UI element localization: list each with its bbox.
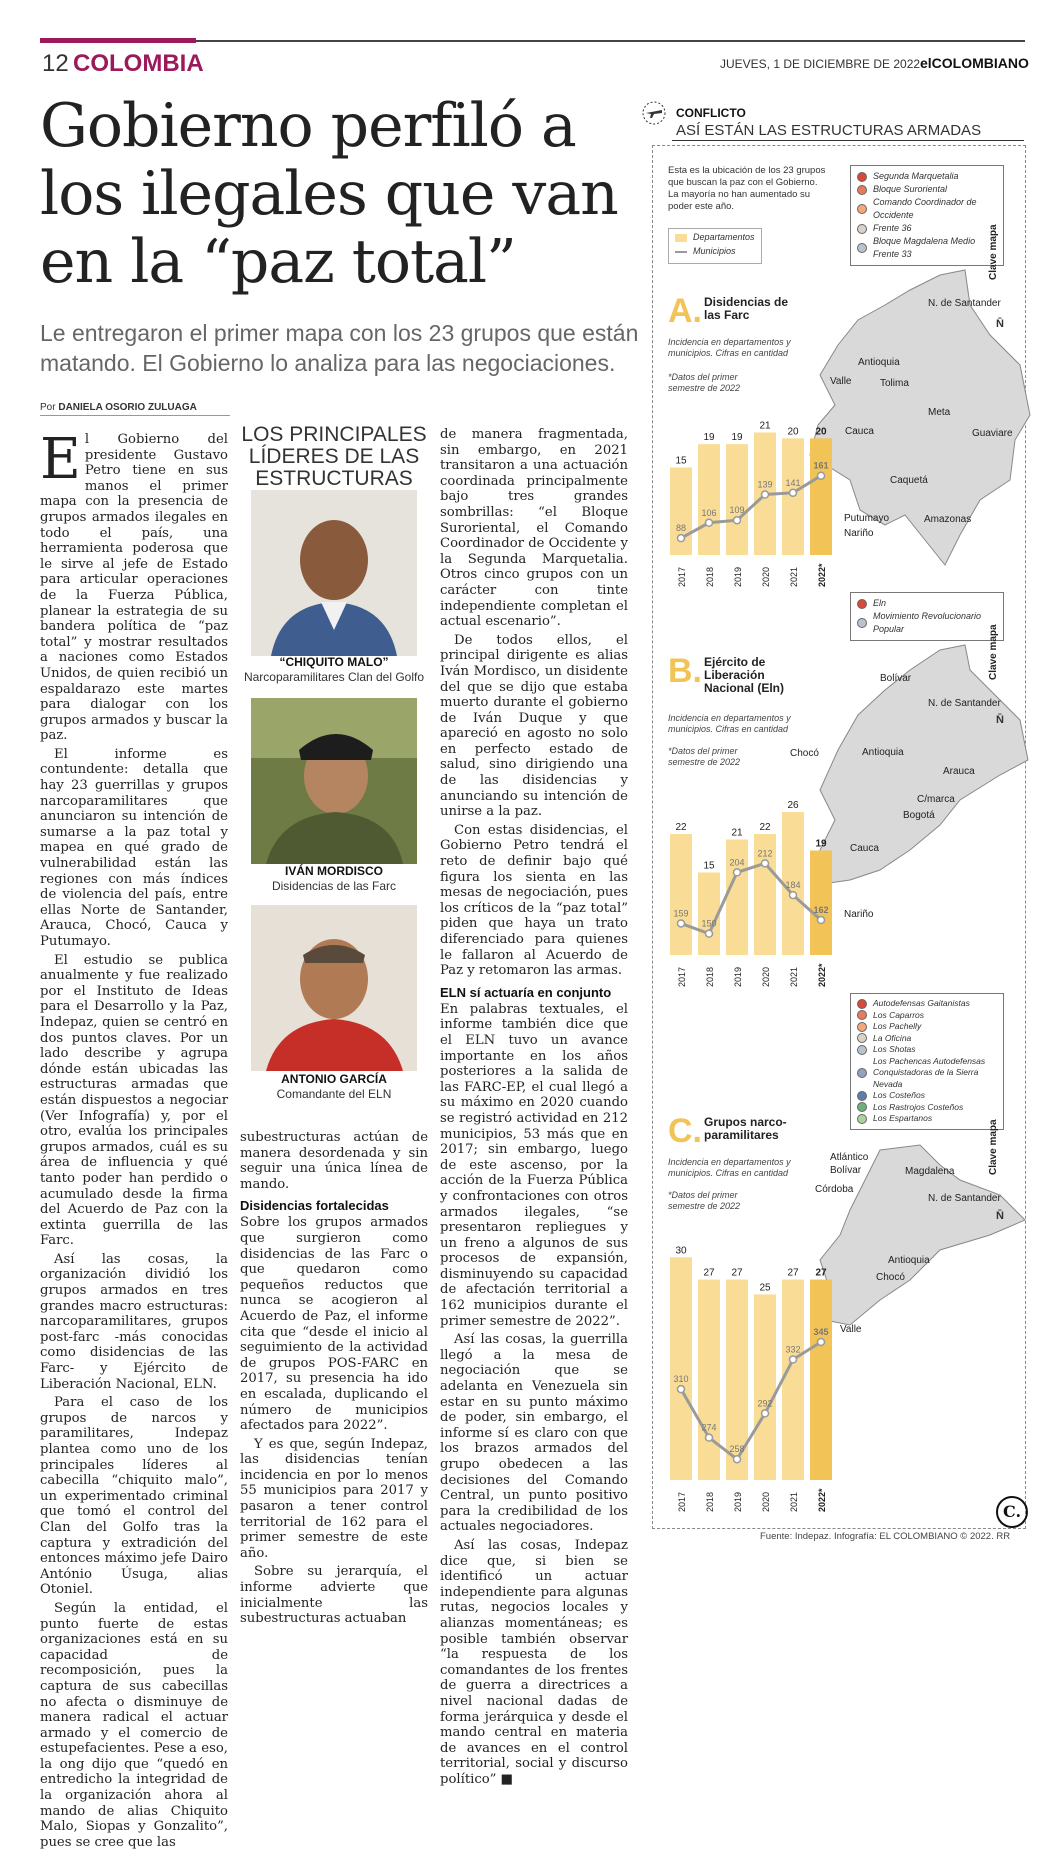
line-point — [762, 491, 769, 498]
line-point — [818, 472, 825, 479]
line-value-label: 184 — [785, 880, 801, 891]
place-label: Nariño — [844, 528, 874, 539]
paragraph: Para el caso de los grupos de narcos y paramilitares, Indepaz plantea como uno de los principales líderes al cabecilla “chiquito malo”, un experimentado criminal que tomó el control del Clan del Golfo tras la captura y extradición del entonces máximo jefe Dairo António Úsuga, alias Otoniel. — [40, 1395, 228, 1598]
section-note: Incidencia en departamentos y municipios. Cifras en cantidad — [668, 337, 791, 358]
section-letter: C. — [668, 1112, 702, 1150]
sidebar-title: LOS PRINCIPALES LÍDERES DE LAS ESTRUCTURAS — [241, 423, 427, 490]
tick-label: 2019 — [733, 1491, 743, 1512]
paragraph: Así las cosas, la guerrilla llegó a la mesa de negociación que se adelanta en Venezuela sin estar en su punto máximo de poder, sin embargo, el informe sí es claro con que los brazos armados del grupo obedecen a las decisiones del Comando Central, un punto positivo para la credibilidad de los actuales negociadores. — [440, 1332, 628, 1535]
key-row: Los Espartanos — [857, 1113, 997, 1125]
infographic-intro: Esta es la ubicación de los 23 grupos que buscan la paz con el Gobierno. La mayoría no han aumentado su poder este año. — [668, 165, 826, 212]
line-point — [678, 1386, 685, 1393]
subheading: Disidencias fortalecidas — [240, 1198, 389, 1214]
bar — [698, 1280, 720, 1480]
chart-legend — [668, 228, 762, 264]
line-value-label: 161 — [813, 460, 829, 471]
deck: Le entregaron el primer mapa con los 23 grupos que están matando. El Gobierno lo analiza para las negociaciones. — [40, 320, 639, 376]
section-name: COLOMBIA — [73, 50, 204, 77]
north-arrow-icon: N̄ — [996, 318, 1004, 330]
paragraph: Así las cosas, Indepaz dice que, si bien se identificó un actuar independiente para algunas rutas, negocios locales y alianzas momentáneas; es posible también observar “la respuesta de los comandantes de los frentes de guerra a directrices a nivel nacional dadas de forma jerárquica y desde el mando central en materia de avances en el control territorial, social y discurso político” ■ — [440, 1537, 628, 1787]
section-letter: B. — [668, 652, 702, 690]
line-point — [762, 1410, 769, 1417]
place-label: Córdoba — [815, 1184, 854, 1195]
line-point — [818, 917, 825, 924]
chart-narcoparamilitares — [664, 1215, 844, 1520]
bar — [698, 444, 720, 555]
line-point — [790, 489, 797, 496]
line-point — [678, 535, 685, 542]
key-row: Bloque Magdalena Medio Frente 33 — [857, 235, 997, 261]
line-value-label: 139 — [757, 479, 773, 490]
byline-prefix: Por — [40, 402, 56, 413]
line-value-label: 345 — [813, 1326, 829, 1337]
section-period-note: *Datos del primer semestre de 2022 — [668, 1190, 741, 1211]
line-value-label: 204 — [729, 857, 745, 868]
bar-value-label: 27 — [703, 1267, 715, 1279]
section-title: Ejército de Liberación Nacional (Eln) — [704, 655, 785, 695]
key-row: Los Shotas — [857, 1044, 997, 1056]
bar-value-label: 27 — [731, 1267, 743, 1279]
marker-icon — [857, 204, 867, 214]
tick-label: 2022* — [817, 563, 827, 587]
section-title: Disidencias de las Farc — [704, 295, 789, 322]
line-value-label: 292 — [757, 1398, 773, 1409]
key-row: Bloque Suroriental — [857, 183, 997, 196]
key-label: Clave mapa — [988, 624, 999, 680]
bar-value-label: 30 — [675, 1245, 687, 1257]
marker-icon — [857, 1091, 867, 1101]
bar — [810, 438, 832, 555]
legend-label: Municipios — [693, 246, 736, 256]
leader-role: Disidencias de las Farc — [271, 879, 397, 893]
tick-label: 2018 — [705, 566, 715, 587]
line-point — [706, 930, 713, 937]
bar — [726, 444, 748, 555]
tick-label: 2017 — [677, 966, 687, 987]
marker-icon — [857, 1010, 867, 1020]
infographic-kicker: CONFLICTO — [676, 106, 746, 120]
elcolombiano-logo-icon: C. — [996, 1496, 1028, 1528]
place-label: Arauca — [943, 766, 975, 777]
line-point — [790, 892, 797, 899]
bar — [810, 851, 832, 956]
tick-label: 2022* — [817, 1488, 827, 1512]
key-row: Los Costeños — [857, 1090, 997, 1102]
tick-label: 2018 — [705, 1491, 715, 1512]
line-value-label: 258 — [729, 1444, 745, 1455]
leader-name: ANTONIO GARCÍA — [281, 1072, 387, 1086]
paragraph: Con estas disidencias, el Gobierno Petro tendrá el reto de definir bajo qué figura los sienta en las mesas de negociación, pues los críticos de la “paz total” piden que haya un trato diferenciado para quienes le fallaron al Acuerdo de Paz y retomaron las armas. — [440, 822, 628, 979]
section-letter: A. — [668, 292, 702, 330]
marker-icon — [857, 1033, 867, 1043]
place-label: Chocó — [876, 1272, 905, 1283]
issue-date: JUEVES, 1 DE DICIEMBRE DE 2022 — [720, 57, 921, 71]
bar-value-label: 19 — [731, 432, 743, 444]
place-label: Tolima — [880, 378, 909, 389]
line-point — [706, 1434, 713, 1441]
byline — [40, 402, 230, 416]
tick-label: 2020 — [761, 1491, 771, 1512]
marker-icon — [857, 1022, 867, 1032]
article-column-3 — [440, 427, 628, 1787]
infographic-source: Fuente: Indepaz. Infografía: EL COLOMBIANO © 2022. RR — [760, 1531, 1011, 1542]
section-note: Incidencia en departamentos y municipios. Cifras en cantidad — [668, 713, 791, 734]
portrait-antonio-garcia — [251, 905, 417, 1071]
key-row: Eln — [857, 597, 997, 610]
place-label: Cauca — [850, 843, 879, 854]
bar — [810, 1280, 832, 1480]
key-row: Los Caparros — [857, 1010, 997, 1022]
key-row: Los Rastrojos Costeños — [857, 1102, 997, 1114]
place-label: Nariño — [844, 909, 874, 920]
north-arrow-icon: N̄ — [996, 1210, 1004, 1222]
marker-icon — [857, 999, 867, 1009]
bar — [754, 1294, 776, 1480]
line-value-label: 159 — [673, 908, 689, 919]
marker-icon — [857, 172, 867, 182]
place-label: Valle — [840, 1324, 862, 1335]
paragraph: Y es que, según Indepaz, las disidencias tenían incidencia en por lo menos 55 municipios para 2017 y pasaron a tener control territorial de 162 para el primer semestre de este año. — [240, 1436, 428, 1561]
paragraph: Así las cosas, la organización dividió los grupos armados en tres grandes macro estructuras: narcoparamilitares, grupos post-farc -más conocidas como disidencias de las Farc- y Ejército de Liberación Nacional, ELN. — [40, 1251, 228, 1392]
legend-swatch-bars — [675, 234, 687, 242]
key-row: Autodefensas Gaitanistas — [857, 998, 997, 1010]
leader-name: “CHIQUITO MALO” — [279, 655, 389, 669]
place-label: Antioquia — [858, 357, 900, 368]
bar — [670, 834, 692, 955]
place-label: Caquetá — [890, 475, 928, 486]
place-label: Putumayo — [844, 513, 890, 524]
leader-name: IVÁN MORDISCO — [284, 864, 383, 878]
bar-value-label: 25 — [759, 1282, 771, 1294]
tick-label: 2020 — [761, 966, 771, 987]
line-value-label: 310 — [673, 1374, 689, 1385]
marker-icon — [857, 599, 867, 609]
portrait-ivan-mordisco — [251, 698, 417, 864]
chart-eln — [664, 770, 844, 995]
place-label: Magdalena — [905, 1166, 955, 1177]
bar-value-label: 19 — [703, 432, 715, 444]
place-label: Bolívar — [880, 673, 912, 684]
line-point — [678, 920, 685, 927]
section-title: Grupos narco-paramilitares — [704, 1115, 787, 1142]
key-label: Clave mapa — [988, 224, 999, 280]
tick-label: 2021 — [789, 966, 799, 987]
infographic-title: ASÍ ESTÁN LAS ESTRUCTURAS ARMADAS — [676, 122, 982, 139]
key-row: Los Pachencas Autodefensas Conquistadoras de la Sierra Nevada — [857, 1056, 997, 1091]
byline-author: DANIELA OSORIO ZULUAGA — [58, 402, 197, 413]
line-value-label: 274 — [701, 1422, 717, 1433]
dropcap: E — [40, 427, 81, 492]
section-period-note: *Datos del primer semestre de 2022 — [668, 746, 741, 767]
place-label: Cauca — [845, 426, 874, 437]
article-column-1 — [40, 427, 228, 1850]
place-label: C/marca — [917, 794, 955, 805]
paragraph: De todos ellos, el principal dirigente es alias Iván Mordisco, un disidente del que se dijo que estaba muerto durante el gobierno de Iván Duque y que apareció en agosto no solo en perfecto estado de salud, sino dirigiendo una de las disidencias y anunciando su intención de unirse a la paz. — [440, 632, 628, 820]
place-label: Atlántico — [830, 1152, 869, 1163]
line-value-label: 150 — [701, 918, 717, 929]
marker-icon — [857, 224, 867, 234]
leader-role: Comandante del ELN — [276, 1087, 392, 1101]
line-point — [790, 1356, 797, 1363]
rifle-icon — [640, 100, 670, 126]
article-column-2 — [240, 1130, 428, 1627]
bar-value-label: 26 — [787, 800, 799, 811]
place-label: N. de Santander — [928, 298, 1001, 309]
tick-label: 2020 — [761, 566, 771, 587]
section-note: Incidencia en departamentos y municipios. Cifras en cantidad — [668, 1157, 791, 1178]
paragraph: subestructuras actúan de manera desordenada y sin seguir una única línea de mando. — [240, 1130, 428, 1192]
line-value-label: 88 — [675, 523, 687, 534]
map-key-c — [850, 993, 1004, 1130]
bar-value-label: 21 — [759, 420, 771, 432]
paragraph: En palabras textuales, el informe también dice que el ELN tuvo un avance importante en los años posteriores a la salida de las FARC-EP, el cual llegó a su máximo en 2020 cuando se registró actividad en 212 municipios, 53 más que en 2017; sin embargo, luego de este ascenso, por la acción de la Fuerza Pública y confrontaciones con otros armados ilegales, “se presentaron repliegues y un freno a algunos de sus procesos de expansión, disminuyendo su capacidad de afectación territorial a 162 municipios durante el primer semestre de 2022”. — [440, 1001, 628, 1329]
tick-label: 2022* — [817, 963, 827, 987]
line-value-label: 162 — [813, 905, 829, 916]
place-label: N. de Santander — [928, 698, 1001, 709]
page-number: 12 — [42, 50, 69, 77]
section-accent-bar — [40, 38, 196, 43]
key-label: Clave mapa — [988, 1119, 999, 1175]
section-period-note: *Datos del primer semestre de 2022 — [668, 372, 741, 393]
paragraph: El informe es contundente: detalla que hay 23 guerrillas y grupos narcoparamilitares que anunciaron su intención de sumarse a la paz total y mapea en qué grado de vulnerabilidad están las regiones con más índices de violencia del país, entre ellas Norte de Santander, Arauca, Chocó, Cauca y Putumayo. — [40, 746, 228, 949]
bar-value-label: 20 — [787, 426, 799, 438]
marker-icon — [857, 1068, 867, 1078]
line-value-label: 141 — [785, 477, 801, 488]
marker-icon — [857, 185, 867, 195]
tick-label: 2019 — [733, 566, 743, 587]
paragraph: El Gobierno del presidente Gustavo Petro tiene en sus manos el primer mapa con la presencia de grupos armados ilegales en todo el país, una herramienta poderosa que le sirve al jefe de Estado para articular operaciones de la Fuerza Pública, planear la estrategia de su bandera política de “paz total” y mostrar resultados a naciones como Estados Unidos, de quien recibió un espaldarazo este martes para dialogar con los grupos armados y buscar la paz. — [40, 427, 228, 744]
place-label: Guaviare — [972, 428, 1013, 439]
tick-label: 2017 — [677, 566, 687, 587]
bar-value-label: 27 — [787, 1267, 799, 1279]
place-label: N. de Santander — [928, 1193, 1001, 1204]
bar-value-label: 21 — [731, 827, 743, 839]
leader-role: Narcoparamilitares Clan del Golfo — [243, 670, 425, 684]
paragraph: de manera fragmentada, sin embargo, en 2021 transitaron a una actuación coordinada principalmente bajo tres grandes sombrillas: “el Bloque Suroriental, el Comando Coordinador de Occidente y la Segunda Marquetalia. Otros cinco grupos con un carácter con tinte independiente completan el actual escenario”. — [440, 427, 628, 630]
place-label: Antioquia — [888, 1255, 930, 1266]
tick-label: 2017 — [677, 1491, 687, 1512]
place-label: Bogotá — [903, 810, 935, 821]
line-value-label: 109 — [729, 505, 745, 516]
line-point — [734, 517, 741, 524]
bar — [670, 1257, 692, 1480]
bar-value-label: 22 — [675, 822, 687, 833]
place-label: Amazonas — [924, 514, 972, 525]
paragraph: Sobre su jerarquía, el informe advierte que inicialmente las subestructuras actuaban — [240, 1564, 428, 1627]
key-row: Segunda Marquetalia — [857, 170, 997, 183]
key-row: Los Pachelly — [857, 1021, 997, 1033]
line-value-label: 212 — [757, 848, 773, 859]
place-label: Chocó — [790, 748, 819, 759]
line-point — [734, 869, 741, 876]
paragraph: El estudio se publica anualmente y fue realizado por el Instituto de Ideas para el Desarrollo y la Paz, Indepaz, quien se centró en dos puntos claves. Por un lado describe y agrupa dónde están ubicadas las estructuras armadas que están dispuestos a negociar (Ver Infografía) y, por el otro, evalúa los principales grupos armados, cuál es su área de influencia y qué tanto poder han perdido o acumulado desde la firma del Acuerdo de Paz con la extinta guerrilla de las Farc. — [40, 952, 228, 1249]
chart-disidencias — [664, 395, 844, 595]
bar-value-label: 15 — [675, 455, 687, 467]
masthead-logo: elCOLOMBIANO — [920, 55, 1029, 71]
marker-icon — [857, 243, 867, 253]
line-point — [818, 1338, 825, 1345]
bar-value-label: 27 — [815, 1267, 827, 1279]
paragraph: Sobre los grupos armados que surgieron como disidencias de las Farc o que quedaron como pequeños reductos que nunca se acogieron al Acuerdo de Paz, el informe cita que “desde el inicio al seguimiento de la actividad de grupos POS-FARC en 2017, su presencia ha ido en escalada, duplicando el número de municipios afectados para 2022”. — [240, 1215, 428, 1434]
bar-value-label: 20 — [815, 426, 827, 438]
subheading: ELN sí actuaría en conjunto — [440, 984, 612, 1000]
bar-value-label: 19 — [815, 838, 827, 850]
marker-icon — [857, 1114, 867, 1124]
place-label: Valle — [830, 376, 852, 387]
key-row: Comando Coordinador de Occidente — [857, 196, 997, 222]
infographic-rule — [672, 140, 1024, 141]
marker-icon — [857, 1102, 867, 1112]
headline: Gobierno perfiló a los ilegales que van en la “paz total” — [40, 91, 618, 297]
bar-value-label: 22 — [759, 822, 771, 833]
map-key-a — [850, 165, 1004, 266]
key-row: Frente 36 — [857, 222, 997, 235]
place-label: Antioquia — [862, 747, 904, 758]
tick-label: 2018 — [705, 966, 715, 987]
line-point — [706, 519, 713, 526]
tick-label: 2021 — [789, 566, 799, 587]
tick-label: 2019 — [733, 966, 743, 987]
line-point — [734, 1456, 741, 1463]
bar — [782, 1280, 804, 1480]
key-row: Movimiento Revolucionario Popular — [857, 610, 997, 636]
marker-icon — [857, 618, 867, 628]
legend-swatch-line — [675, 251, 687, 253]
place-label: Meta — [928, 407, 951, 418]
north-arrow-icon: N̄ — [996, 714, 1004, 726]
key-row: La Oficina — [857, 1033, 997, 1045]
paragraph: Según la entidad, el punto fuerte de estas organizaciones está en su capacidad de recomposición, pues la captura de sus cabecillas no afecta o disminuye de manera radical el actuar armado y el comercio de estupefacientes. Pese a eso, la ong dijo que “quedó en entredicho la integridad de la organización ahora al mando de alias Chiquito Malo, Siopas y Gonzalito”, pues se cree que las — [40, 1600, 228, 1850]
line-value-label: 106 — [701, 507, 717, 518]
marker-icon — [857, 1045, 867, 1055]
tick-label: 2021 — [789, 1491, 799, 1512]
place-label: Bolívar — [830, 1165, 862, 1176]
bar-value-label: 15 — [703, 860, 715, 872]
portrait-chiquito-malo — [251, 490, 417, 656]
legend-label: Departamentos — [693, 232, 755, 242]
line-value-label: 332 — [785, 1344, 801, 1355]
line-point — [762, 860, 769, 867]
map-key-b — [850, 592, 1004, 641]
